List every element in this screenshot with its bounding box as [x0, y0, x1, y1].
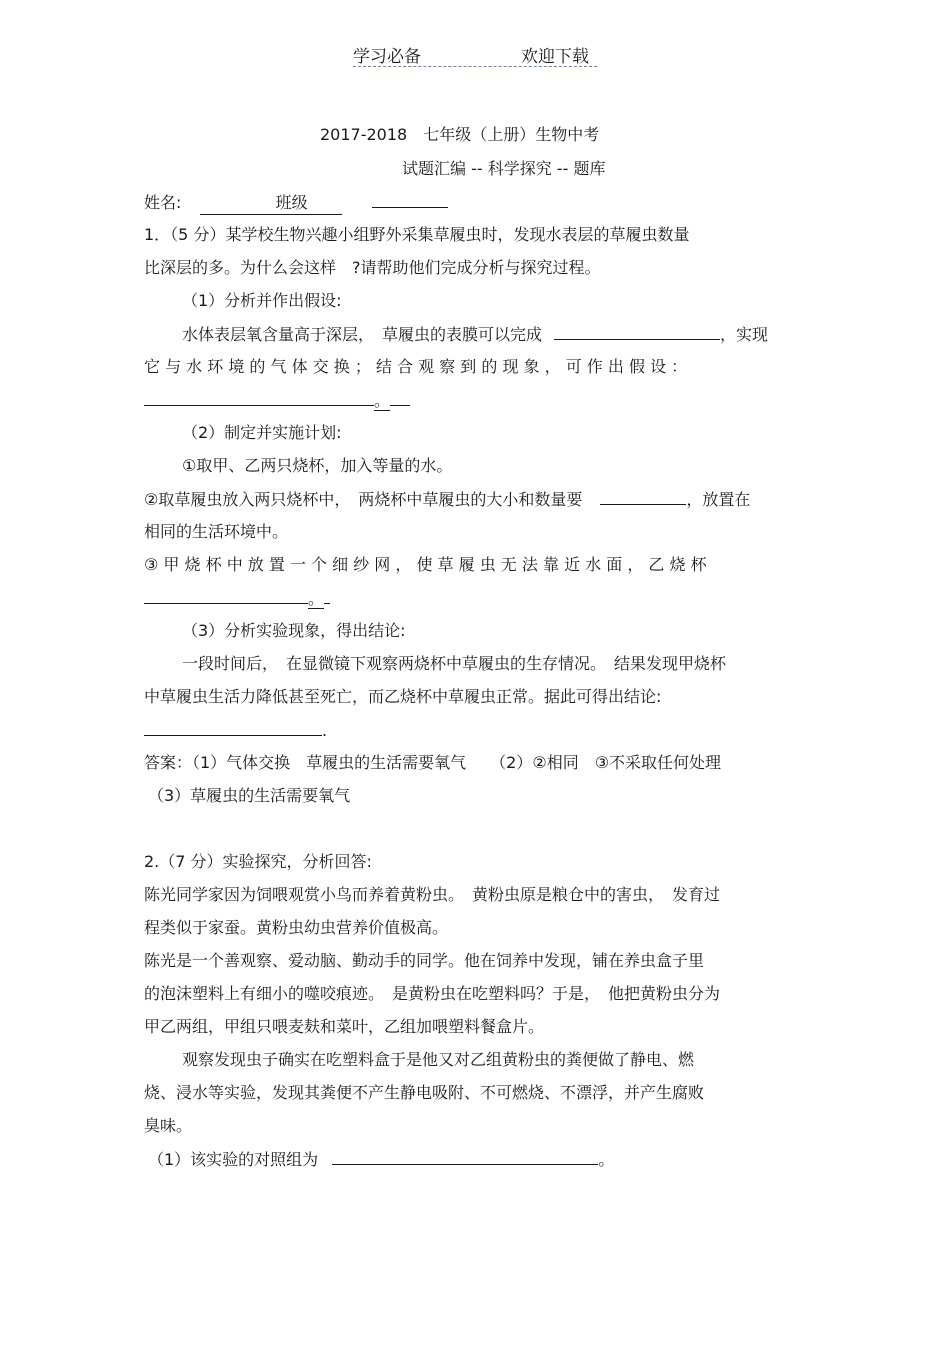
q1-stem-line-2: 比深层的多。为什么会这样 ?请帮助他们完成分析与探究过程。: [144, 258, 601, 277]
page-header: [353, 40, 597, 67]
q2-para3-line-2: 烧、浸水等实验，发现其粪便不产生静电吸附、不可燃烧、不漂浮，并产生腐败: [144, 1083, 705, 1102]
q1-part1-line-3: 。: [144, 389, 410, 412]
q1-part2-step-2-cont: 相同的生活环境中。: [144, 522, 289, 541]
q1-part1-line-1: 水体表层氧含量高于深层， 草履虫的表膜可以完成 ，实现: [182, 325, 769, 344]
q1-part3-title: （3）分析实验现象，得出结论:: [182, 621, 406, 640]
class-label: 班级: [275, 193, 308, 212]
q1-part2-step-3: ③ 甲 烧 杯 中 放 置 一 个 细 纱 网 ， 使 草 履 虫 无 法 靠 近 水 面 ， 乙 烧 杯: [144, 555, 707, 574]
student-info-row: [144, 191, 448, 215]
q2-para2-line-3: 甲乙两组，甲组只喂麦麸和菜叶，乙组加喂塑料餐盒片。: [144, 1017, 545, 1036]
q1-answer-line-1: 答案：（1）气体交换 草履虫的生活需要氧气 （2）②相同 ③不采取任何处理: [144, 753, 722, 772]
q2-para2-line-2: 的泡沫塑料上有细小的噬咬痕迹。 是黄粉虫在吃塑料吗？于是， 他把黄粉虫分为: [144, 984, 721, 1003]
q2-para1-line-2: 程类似于家蚕。黄粉虫幼虫营养价值极高。: [144, 918, 449, 937]
q1-part2-title: （2）制定并实施计划:: [182, 423, 342, 442]
control-group-blank: [332, 1148, 598, 1165]
q1-part3-line-2: 中草履虫生活力降低甚至死亡，而乙烧杯中草履虫正常。据此可得出结论:: [144, 687, 662, 706]
q1-part3-line-1: 一段时间后， 在显微镜下观察两烧杯中草履虫的生存情况。 结果发现甲烧杯: [182, 654, 727, 673]
title-line-2: 试题汇编 -- 科学探究 -- 题库: [402, 159, 606, 178]
conclusion-blank: [144, 719, 322, 736]
equal-amount-blank: [600, 488, 686, 505]
q1-answer-line-2: （3）草履虫的生活需要氧气: [148, 786, 351, 805]
q2-sub1: （1）该实验的对照组为 。: [148, 1150, 615, 1169]
title-line-1: 2017-2018 七年级（上册）生物中考: [320, 125, 600, 144]
q1-stem-line-1: 1．（5 分）某学校生物兴趣小组野外采集草履虫时，发现水表层的草履虫数量: [144, 225, 690, 244]
q2-para3-line-1: 观察发现虫子确实在吃塑料盒于是他又对乙组黄粉虫的粪便做了静电、燃: [182, 1050, 695, 1069]
gas-exchange-blank: [554, 323, 720, 340]
beaker-b-blank: [144, 587, 308, 604]
q2-para3-line-3: 臭味。: [144, 1116, 193, 1135]
header-left-text: 学习必备: [353, 47, 421, 67]
hypothesis-blank: [144, 389, 374, 406]
q1-part1-line-2: 它 与 水 环 境 的 气 体 交 换 ； 结 合 观 察 到 的 现 象 ， 可 作 出 假 设 ：: [144, 357, 688, 376]
name-blank-with-class: [200, 192, 342, 215]
q2-para1-line-1: 陈光同学家因为饲喂观赏小鸟而养着黄粉虫。 黄粉虫原是粮仓中的害虫， 发育过: [144, 885, 721, 904]
q1-part2-step-1: ①取甲、乙两只烧杯，加入等量的水。: [182, 456, 453, 475]
class-blank: [372, 191, 448, 208]
q1-part2-step-3-blank-line: 。: [144, 587, 330, 610]
name-label: 姓名:: [144, 193, 182, 212]
header-right-text: 欢迎下载: [521, 47, 589, 67]
q2-para2-line-1: 陈光是一个善观察、爱动脑、勤动手的同学。他在饲养中发现，铺在养虫盒子里: [144, 951, 705, 970]
q1-part2-step-2: ②取草履虫放入两只烧杯中， 两烧杯中草履虫的大小和数量要 ，放置在: [144, 490, 751, 509]
q2-stem: 2.（7 分）实验探究，分析回答:: [144, 852, 372, 871]
q1-part1-title: （1）分析并作出假设:: [182, 291, 342, 310]
q1-part3-line-3: .: [144, 719, 327, 742]
